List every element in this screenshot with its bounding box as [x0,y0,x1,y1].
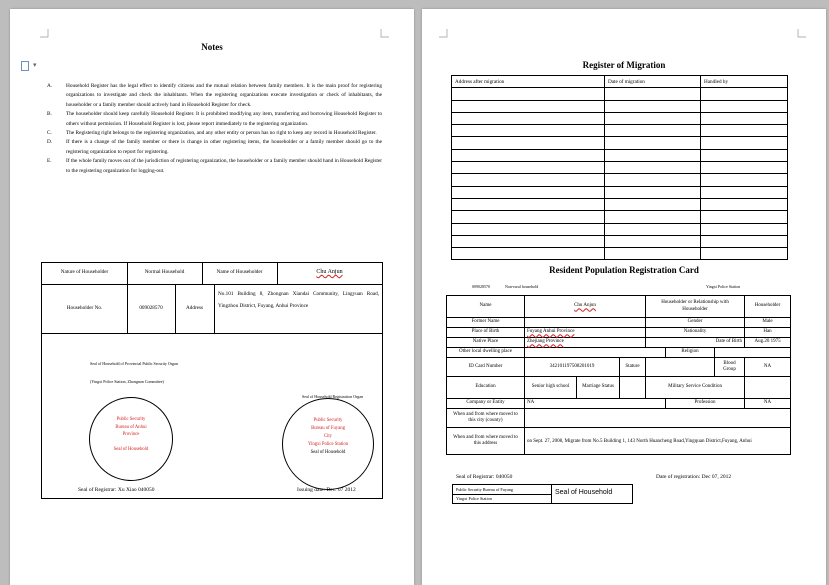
table-cell [452,112,605,124]
table-cell [605,198,701,210]
seal-box-title: Seal of Household [555,489,613,496]
religion-label: Religion [666,348,715,358]
table-row [452,125,788,137]
document-page-left [10,9,414,585]
gender-label: Gender [646,318,745,328]
note-text: The householder should keep carefully Household Register. It is prohibited modifying any item, transferring and borrowing Household Register to others without permission. If Household Register is lost, please report immediately to the registering organization. [66,111,382,127]
police-station: Yingxi Police Station [706,284,741,289]
table-header-row [452,76,788,88]
moved-city-label: When and from where moved to this city (county) [447,409,525,428]
table-cell [605,186,701,198]
table-cell [605,223,701,235]
native-place-label: Native Place [447,338,525,348]
table-row [452,211,788,223]
blood-group-label: Blood Group [715,358,745,377]
blood-group-value: NA [745,358,791,377]
table-cell [701,88,788,100]
id-card-value: 342101197508201019 [525,358,620,377]
note-letter: E. [47,158,52,165]
right-seal-text: Public Security Bureau of Fuyang City Yingxi Police Station Seal of Household [307,418,349,455]
note-letter: B. [47,111,52,118]
table-cell [452,198,605,210]
resident-card-title: Resident Population Registration Card [549,265,699,275]
address-label: Address [185,305,203,311]
householder-no-value: 009028570 [139,305,163,311]
birthplace-label: Place of Birth [447,328,525,338]
note-text: If there is a change of the family member or there is change in other registering items, the householder or a family member should go to the registering organization to report for registering. [66,139,382,155]
column-header: Handled by [701,76,788,88]
stature-value [646,358,715,377]
table-cell [452,223,605,235]
table-cell [701,125,788,137]
note-item [47,110,382,129]
column-header: Date of migration [605,76,701,88]
table-row [452,223,788,235]
moved-city-value [525,409,791,428]
dob-label: Date of Birth [646,338,745,348]
company-value: NA [525,399,666,409]
document-icon[interactable] [21,61,29,71]
table-row [452,198,788,210]
chevron-down-icon[interactable]: ▾ [33,61,37,69]
note-letter: C. [47,130,52,137]
notes-list [47,82,382,176]
military-label: Military Service Condition [646,377,745,399]
table-cell [701,137,788,149]
note-text: The Registering right belongs to the registering organization, and any other entity or person has no right to keep any record in Household Register. [66,130,377,137]
table-cell [605,248,701,260]
table-cell [605,235,701,247]
table-cell [452,248,605,260]
left-seal-caption: Seal of Household of Provincial Public Security Organ [90,361,178,366]
former-name-value [525,318,646,328]
seal-box-line: Yingxi Police Station [456,496,492,501]
table-cell [605,100,701,112]
table-cell [452,211,605,223]
householder-name-value: Chu Anjun [316,269,343,275]
note-text: If the whole family moves out of the jurisdiction of registering organization, the householder or a family member should hand in Household Register to the registering organization for logging-out. [66,158,382,174]
table-cell [605,149,701,161]
id-card-label: ID Card Number [447,358,525,377]
table-row [452,186,788,198]
nationality-value: Han [745,328,791,338]
education-value: Senior high school [525,377,577,399]
migration-title: Register of Migration [582,60,666,70]
migration-table [451,75,788,260]
relation-label: Householder or Relationship with Householder [646,296,745,318]
nature-value: Normal Household [144,269,185,275]
resident-registration-table [446,295,791,455]
table-row [452,235,788,247]
household-seal-box [452,484,633,504]
document-page-right [422,9,826,585]
table-cell [701,100,788,112]
address-value: No.101 Building 8, Zhongnan Xiandai Community, Lingyuan Road, Yingzhou District, Fuyang, Anhui Province [218,291,379,309]
other-dwelling-label: Other local dwelling place [447,348,525,358]
margin-corner-icon [40,29,49,38]
table-cell [701,112,788,124]
notes-title: Notes [201,42,223,52]
registration-date: Date of registration: Dec 07, 2012 [656,474,732,480]
note-text: Household Register has the legal effect to identify citizens and the mutual relation between family members. It is the main proof for registering organizations to investigate and check the inhabitants. When the registering organizations execute investigation or check of inhabitants, the householder or a family member should actively hand in Household Register for check. [66,83,382,108]
note-item [47,82,382,110]
table-row [452,112,788,124]
moved-address-label: When and from where moved to this address [447,428,525,455]
household-seal-left [89,397,173,481]
note-letter: D. [47,139,53,146]
relation-value: Householder [745,296,791,318]
table-cell [605,125,701,137]
table-row [452,248,788,260]
birthplace-value: Fuyang Anhui Province [525,328,646,338]
householder-name-label: Name of Householder [216,269,263,275]
table-cell [452,100,605,112]
table-cell [452,137,605,149]
issuing-date: Issuing date: Dec. 07 2012 [297,487,356,493]
note-item [47,129,382,138]
name-value: Chu Anjun [525,296,646,318]
dob-value: Aug.20 1975 [745,338,791,348]
table-cell [701,149,788,161]
table-cell [605,137,701,149]
company-label: Company or Entity [447,399,525,409]
table-cell [452,174,605,186]
marriage-label: Marriage Status [577,377,620,399]
table-cell [701,248,788,260]
household-type: Non-rural household [505,284,539,289]
note-item [47,138,382,157]
profession-label: Profession [666,399,745,409]
marriage-value [620,377,646,399]
other-dwelling-value [525,348,666,358]
household-seal-right [282,398,374,490]
gender-value: Male [745,318,791,328]
table-cell [452,235,605,247]
table-cell [701,174,788,186]
householder-no-label: Householder No. [66,305,103,311]
table-row [452,137,788,149]
right-seal-caption: Seal of Household Registration Organ [302,394,364,399]
table-row [452,162,788,174]
note-letter: A. [47,83,53,89]
column-header: Address after migration [452,76,605,88]
left-seal-text: Public Security Bureau of Anhui Province Seal of Household [113,417,149,452]
registrar-seal: Seal of Registrar: Xu Xiao 040050 [78,487,155,493]
table-cell [701,235,788,247]
card-registrar-seal: Seal of Registrar: 040050 [456,474,513,480]
left-seal-subcaption: (Yingxi Police Station, Zhongnan Committee) [90,379,164,384]
table-row [452,88,788,100]
table-cell [605,88,701,100]
margin-corner-icon [797,29,806,38]
table-cell [701,186,788,198]
table-cell [605,162,701,174]
table-row [452,100,788,112]
stature-label: Stature [620,358,646,377]
moved-address-value: on Sept. 27, 2008, Migrate from No.5 Building 1, 143 North Huancheng Road,Yingquan District,Fuyang, Anhui [525,428,791,455]
table-cell [452,88,605,100]
military-value [745,377,791,399]
seal-box-line: Public Security Bureau of Fuyang [456,487,513,492]
table-cell [605,211,701,223]
table-cell [452,125,605,137]
table-cell [701,162,788,174]
name-label: Name [447,296,525,318]
table-row [452,149,788,161]
table-cell [605,174,701,186]
former-name-label: Former Name [447,318,525,328]
note-item [47,157,382,176]
nature-label: Nature of Householder [60,269,109,275]
table-cell [701,198,788,210]
table-cell [452,186,605,198]
table-cell [701,223,788,235]
nationality-label: Nationality [646,328,745,338]
table-cell [452,149,605,161]
native-place-value: Zhejiang Province [525,338,646,348]
table-cell [701,211,788,223]
household-register-card [41,262,383,499]
profession-value: NA [745,399,791,409]
margin-corner-icon [380,29,389,38]
table-row [452,174,788,186]
table-cell [452,162,605,174]
margin-corner-icon [439,29,448,38]
table-cell [605,112,701,124]
education-label: Education [447,377,525,399]
card-number: 009028570 [472,284,490,289]
religion-value [715,348,791,358]
